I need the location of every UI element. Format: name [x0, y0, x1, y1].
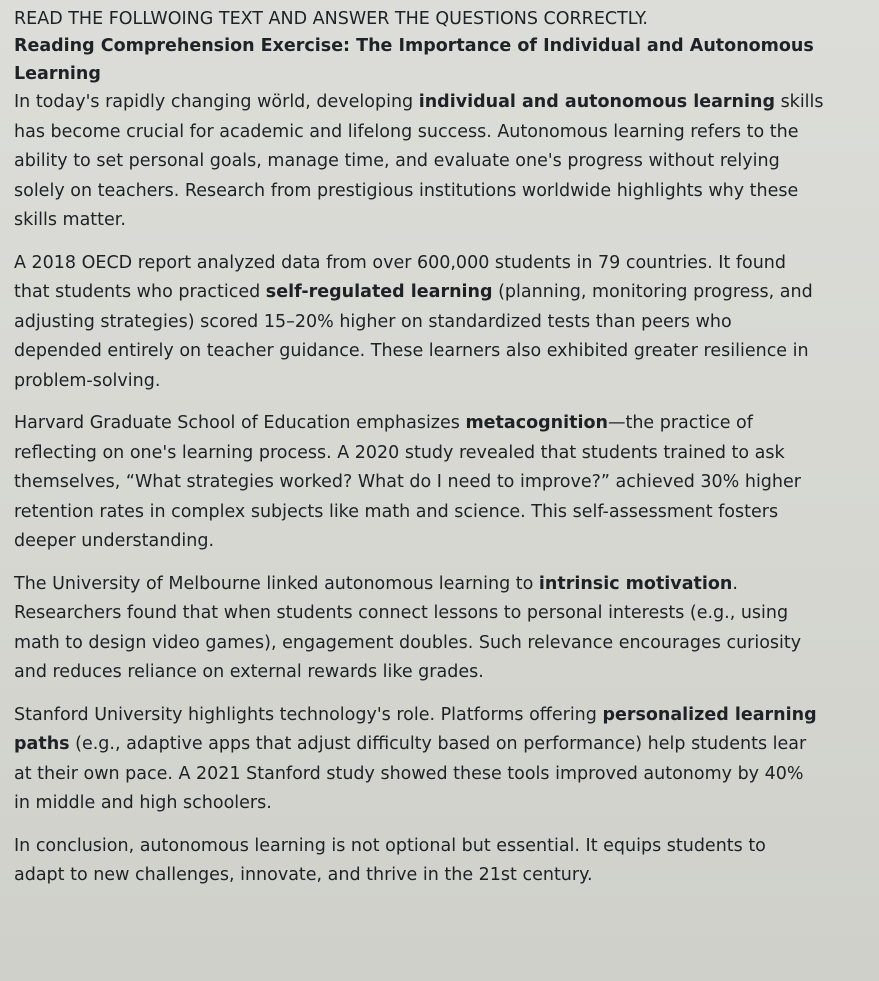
paragraph-line: Stanford University highlights technology's role. Platforms offering personalized learning — [14, 704, 817, 725]
paragraph-line: solely on teachers. Research from prestigious institutions worldwide highlights why these — [14, 180, 799, 201]
paragraph-line: adjusting strategies) scored 15–20% higher on standardized tests than peers who — [14, 311, 732, 332]
paragraph-3 — [14, 409, 876, 557]
paragraph-line: themselves, “What strategies worked? What do I need to improve?” achieved 30% higher — [14, 472, 801, 492]
paragraph-line: problem-solving. — [14, 370, 161, 391]
paragraph-line: paths (e.g., adaptive apps that adjust difficulty based on performance) help students lear — [14, 734, 807, 754]
paragraph-5 — [14, 701, 876, 819]
paragraph-line: and reduces reliance on external rewards like grades. — [14, 662, 484, 682]
exercise-title: Reading Comprehension Exercise: The Importance of Individual and Autonomous Learning — [14, 36, 814, 84]
paragraph-line: In today's rapidly changing wörld, developing individual and autonomous learning skills — [14, 92, 824, 112]
paragraph-2 — [14, 249, 876, 397]
paragraph-line: math to design video games), engagement doubles. Such relevance encourages curiosity — [14, 632, 802, 653]
paragraph-line: Researchers found that when students connect lessons to personal interests (e.g., using — [14, 603, 789, 623]
paragraph-6 — [14, 832, 876, 891]
paragraph-line: A 2018 OECD report analyzed data from over 600,000 students in 79 countries. It found — [14, 252, 787, 273]
key-term: self-regulated learning — [265, 282, 493, 302]
paragraph-line: Harvard Graduate School of Education emphasizes metacognition—the practice of — [14, 413, 753, 433]
paragraph-line: skills matter. — [14, 210, 126, 230]
paragraph-line: has become crucial for academic and lifelong success. Autonomous learning refers to the — [14, 121, 799, 142]
paragraph-1 — [14, 88, 876, 236]
paragraph-line: ability to set personal goals, manage time, and evaluate one's progress without relying — [14, 151, 780, 171]
paragraph-line: reflecting on one's learning process. A 2020 study revealed that students trained to ask — [14, 442, 785, 463]
paragraph-line: depended entirely on teacher guidance. These learners also exhibited greater resilience in — [14, 341, 809, 361]
paragraph-line: The University of Melbourne linked autonomous learning to intrinsic motivation. — [14, 573, 738, 594]
paragraph-line: in middle and high schoolers. — [14, 793, 272, 813]
key-term: metacognition — [465, 413, 608, 433]
paragraph-line: retention rates in complex subjects like math and science. This self-assessment fosters — [14, 501, 779, 522]
instruction-heading: READ THE FOLLWOING TEXT AND ANSWER THE QUESTIONS CORRECTLY. — [14, 9, 648, 29]
key-term: individual and autonomous learning — [418, 92, 775, 112]
paragraph-line: In conclusion, autonomous learning is not optional but essential. It equips students to — [14, 835, 766, 856]
key-term: intrinsic motivation — [538, 573, 733, 594]
paragraph-4 — [14, 570, 876, 688]
key-term: paths — [14, 734, 70, 754]
paragraph-line: that students who practiced self-regulated learning (planning, monitoring progress, and — [14, 282, 813, 302]
passage-body — [14, 88, 879, 891]
paragraph-line: adapt to new challenges, innovate, and thrive in the 21st century. — [14, 865, 593, 885]
paragraph-line: at their own pace. A 2021 Stanford study showed these tools improved autonomy by 40% — [14, 763, 804, 784]
paragraph-line: deeper understanding. — [14, 531, 215, 551]
key-term: personalized learning — [602, 704, 817, 725]
